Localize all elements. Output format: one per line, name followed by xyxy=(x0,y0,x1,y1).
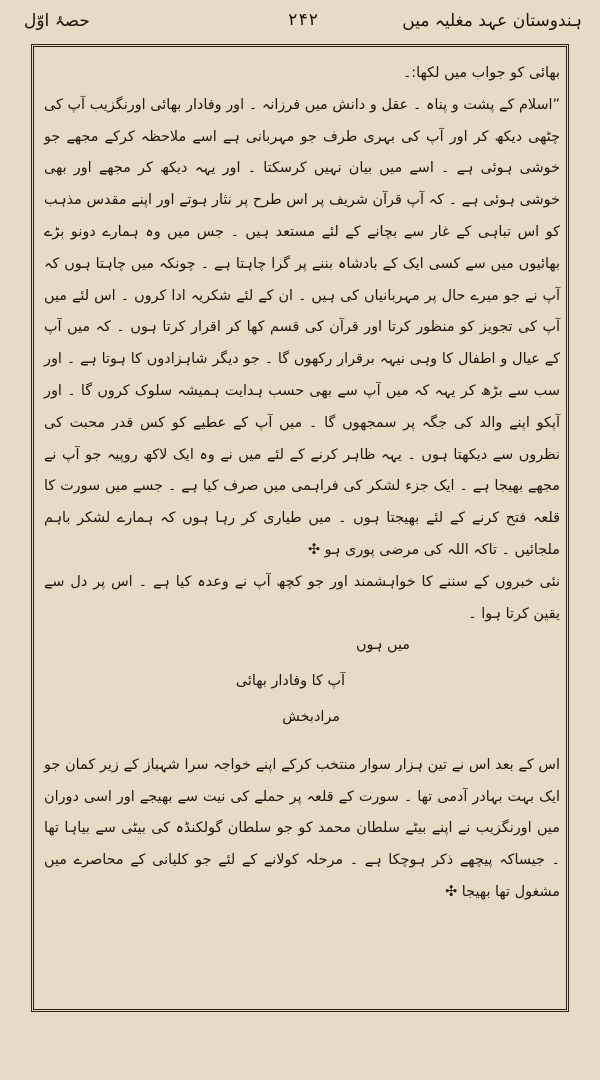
page-body xyxy=(44,58,560,909)
letter-signature: مرادبخش xyxy=(282,708,340,725)
letter-body-continued: نئی خبروں کے سننے کا خواہشمند اور جو کچھ آپ نے وعدہ کیا ہے ۔ اس پر دل سے یقین کرتا ہوا ۔ xyxy=(44,573,560,622)
letter-body: ”اسلام کے پشت و پناہ ۔ عقل و دانش میں فرزانہ ۔ اور وفادار بھائی اورنگزیب آپ کی چٹھی دیکھ کر اور آپ کی بہری طرف جو مہربانی ہے اسے ملاحظہ کرکے مجھے جو خوشی ہوئی ہے ۔ اسے میں بیان نہیں کرسکتا ۔ اور یہہ دیکھ کر مجھے اور بھی خوشی ہوئی ہے ۔ کہ آپ قرآن شریف پر اس طرح پر نثار ہوتے اور اپنے مقدس مذہب کو اس تباہی کے غار سے بچانے کے لئے مستعد ہیں ۔ جس میں وہ ہمارے دونو بڑے بھائیوں میں سے کسی ایک کے بادشاہ بننے پر گرا چاہتا ہے ۔ چونکہ میں چاہتا ہوں کہ آپ نے جو میرے حال پر مہربانیاں کی ہیں ۔ ان کے لئے شکریہ ادا کروں ۔ اس لئے میں آپ کی تجویز کو منظور کرتا اور قرآن کی قسم کھا کر اقرار کرتا ہوں ۔ کہ میں آپ کے عیال و اطفال کا وہی نیہہ برقرار رکھوں گا ۔ جو دیگر شاہزادوں کا ہوتا ہے ۔ اور سب سے بڑھ کر یہہ کہ میں آپ سے بھی حسب ہدایت ہمیشہ سلوک کروں گا ۔ اور آپکو اپنے والد کی جگہ پر سمجھوں گا ۔ میں آپ کے عطیے کو کس قدر محبت کی نظروں سے دیکھتا ہوں ۔ یہہ ظاہر کرنے کے لئے میں نے وہ ایک لاکھ روپیہ جو آپ نے مجھے بھیجا ہے ۔ ایک جزء لشکر کی فراہمی میں صرف کیا ہے ۔ جسے میں سورت کا قلعہ فتح کرنے کے لئے بھیجتا ہوں ۔ میں طیاری کر رہا ہوں کہ ہمارے لشکر باہم ملجائیں ۔ تاکہ اللہ کی مرضی پوری ہو ✣ xyxy=(44,96,560,558)
narrative-paragraph: اس کے بعد اس نے تین ہزار سوار منتخب کرکے اپنے خواجہ سرا شہباز کے زیر کمان جو ایک بہت بہادر آدمی تھا ۔ سورت کے قلعہ پر حملے کی نیت سے بھیجے اور اسی دوران میں اورنگزیب نے اپنے بیٹے سلطان محمد کو جو سلطان گولکنڈہ کی بیٹی سے بیاہا تھا ۔ جیساکہ پیچھے ذکر ہوچکا ہے ۔ مرحلہ کولانے کے لئے جو کلیانی کے محاصرے میں مشغول تھا بھیجا ✣ xyxy=(44,756,560,900)
letter-closing: میں ہوں xyxy=(355,637,410,654)
letter-signoff: آپ کا وفادار بھائی xyxy=(235,673,345,690)
header-part: حصۂ اوّل xyxy=(24,11,90,31)
header-title: ہندوستان عہد مغلیہ میں xyxy=(402,11,582,31)
letter-intro: بھائی کو جواب میں لکھا:۔ xyxy=(402,65,560,81)
page-number: ۲۴۲ xyxy=(287,10,319,30)
running-header xyxy=(24,4,582,38)
